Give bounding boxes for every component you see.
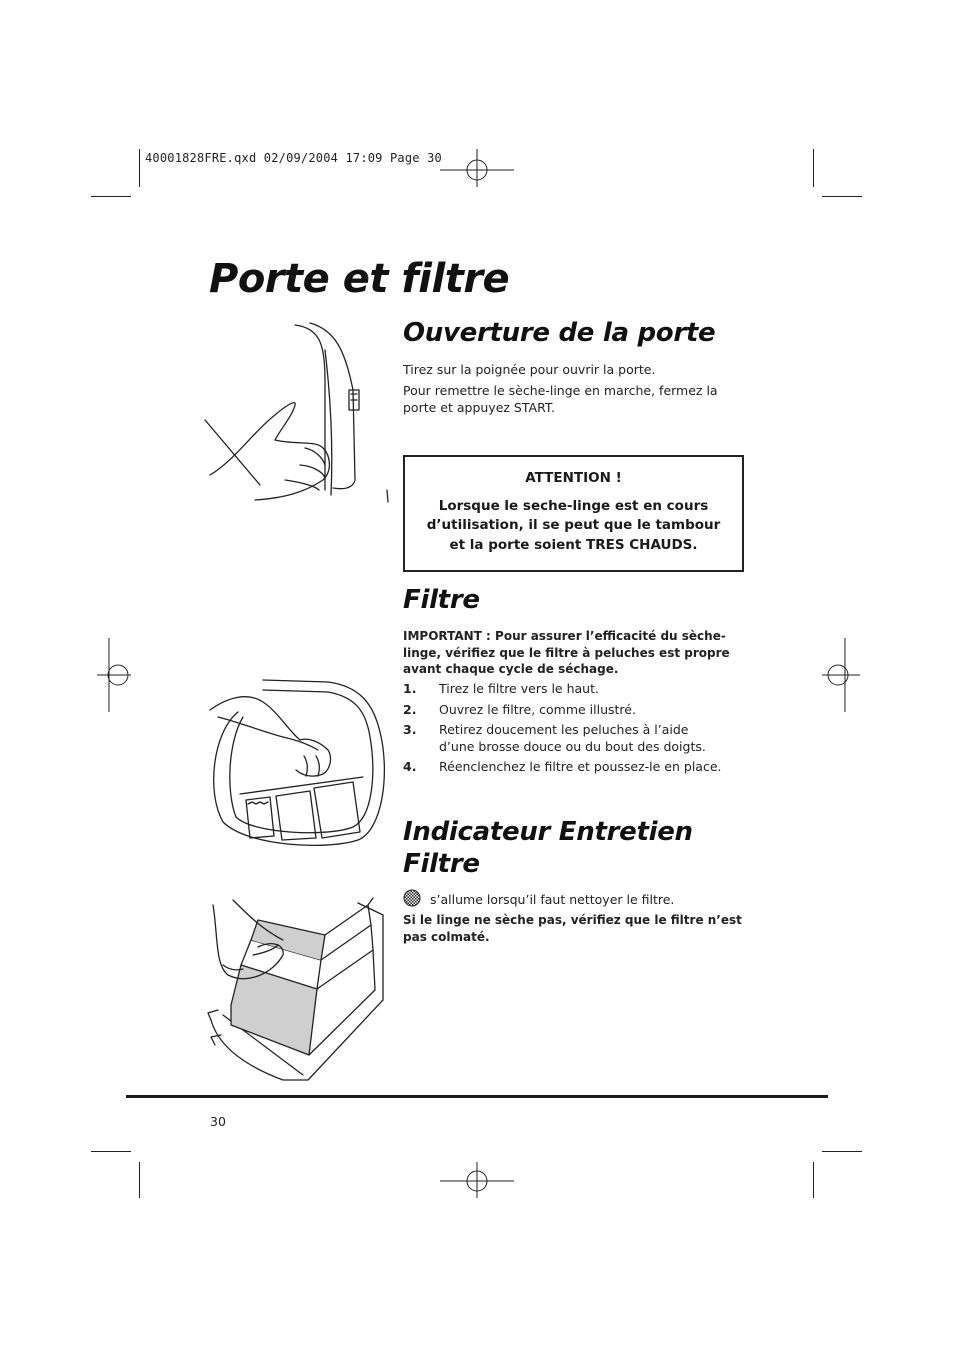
filter-open-illustration	[203, 895, 393, 1085]
footer-rule	[126, 1095, 828, 1098]
indicator-note: Si le linge ne sèche pas, vérifiez que le filtre n’est pas colmaté.	[403, 913, 742, 944]
list-item: 4. Réenclenchez le filtre et poussez-le en place.	[403, 759, 722, 774]
print-slug: 40001828FRE.qxd 02/09/2004 17:09 Page 30	[145, 151, 442, 165]
list-item: 1. Tirez le filtre vers le haut.	[403, 681, 599, 696]
door-text-1: Tirez sur la poignée pour ouvrir la porte.	[403, 362, 656, 377]
door-opening-illustration	[205, 320, 395, 510]
warning-box	[403, 455, 744, 572]
warning-heading: ATTENTION !	[525, 470, 622, 486]
warning-text: Lorsque le seche-linge est en cours d’utilisation, il se peut que le tambour et la porte soient TRES CHAUDS.	[426, 497, 721, 553]
page-number: 30	[210, 1114, 226, 1129]
filter-removal-illustration	[208, 672, 388, 852]
filter-important: IMPORTANT : Pour assurer l’efficacité du sèche-linge, vérifiez que le filtre à peluches est propre avant chaque cycle de séchage.	[403, 629, 730, 676]
list-item: 3. Retirez doucement les peluches à l’aide d’une brosse douce ou du bout des doigts.	[403, 722, 706, 754]
list-item: 2. Ouvrez le filtre, comme illustré.	[403, 701, 636, 717]
filter-heading: Filtre	[403, 585, 480, 615]
door-text-2: Pour remettre le sèche-linge en marche, fermez la porte et appuyez START.	[403, 383, 718, 415]
indicator-text: s’allume lorsqu’il faut nettoyer le filtre.	[430, 892, 675, 907]
filter-steps	[403, 681, 753, 780]
indicator-heading: Indicateur Entretien Filtre	[403, 817, 693, 879]
page-title: Porte et filtre	[209, 256, 510, 302]
filter-indicator-icon	[403, 889, 421, 907]
door-heading: Ouverture de la porte	[403, 318, 716, 348]
